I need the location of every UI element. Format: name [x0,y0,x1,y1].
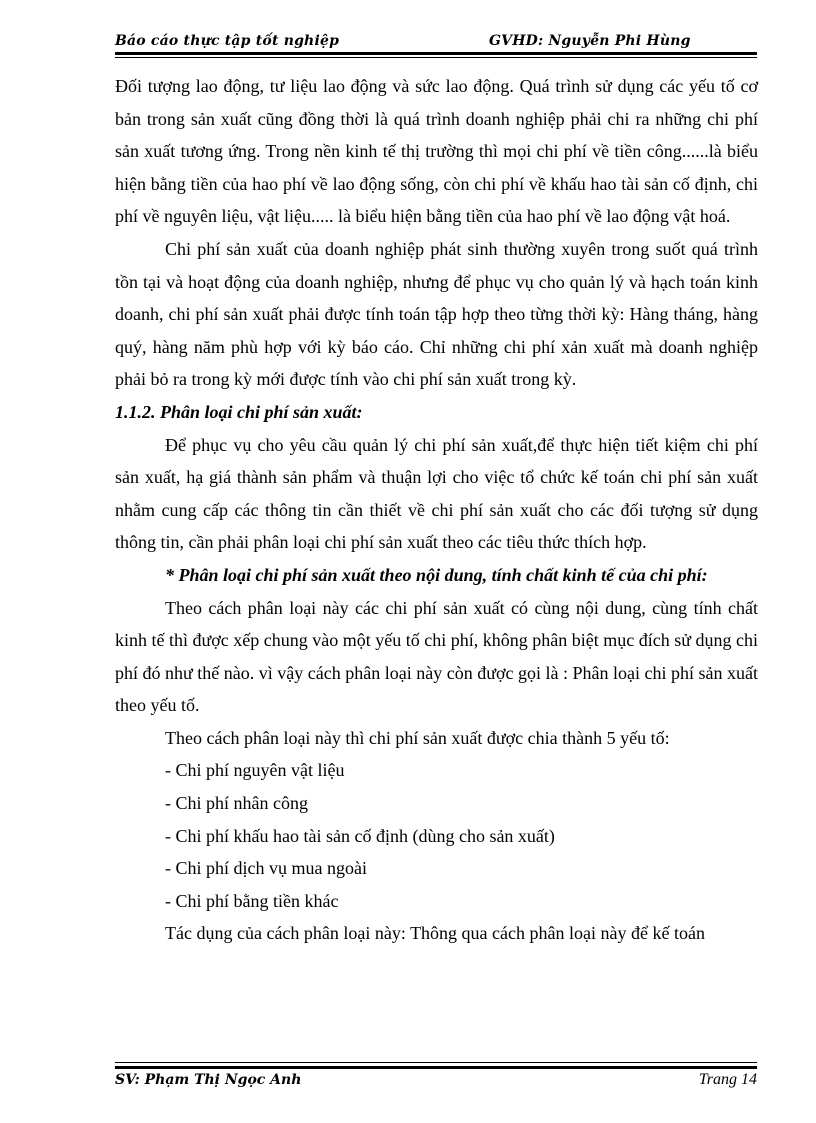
paragraph: Để phục vụ cho yêu cầu quản lý chi phí sản xuất,để thực hiện tiết kiệm chi phí sản xuất, hạ giá thành sản phẩm và thuận lợi cho việc tổ chức kế toán chi phí sản xuất nhằm cung cấp các thông tin cần thiết về chi phí sản xuất cho các đối tượng sử dụng thông tin, cần phải phân loại chi phí sản xuất theo các tiêu thức thích hợp. [115,434,758,553]
list-item: - Chi phí dịch vụ mua ngoài [165,858,367,879]
header-report-title: Báo cáo thực tập tốt nghiệp [115,33,340,49]
paragraph: Theo cách phân loại này thì chi phí sản xuất được chia thành 5 yếu tố: [165,727,670,748]
page-header [115,24,757,52]
page-body [115,70,758,950]
sub-heading: * Phân loại chi phí sản xuất theo nội dung, tính chất kinh tế của chi phí: [165,564,708,585]
header-supervisor: GVHD: Nguyễn Phi Hùng [489,33,691,49]
section-heading: 1.1.2. Phân loại chi phí sản xuất: [115,401,363,422]
list-item: - Chi phí bằng tiền khác [165,890,339,911]
list-item: - Chi phí khấu hao tài sản cố định (dùng cho sản xuất) [165,825,555,846]
footer-rule-thin [115,1062,757,1063]
paragraph: Đối tượng lao động, tư liệu lao động và sức lao động. Quá trình sử dụng các yếu tố cơ bản trong sản xuất cũng đồng thời là quá trình doanh nghiệp phải chi ra những chi phí sản xuất tương ứng. Trong nền kinh tế thị trường thì mọi chi phí về tiền công......là biểu hiện bằng tiền của hao phí về lao động sống, còn chi phí về khấu hao tài sản cố định, chi phí về nguyên liệu, vật liệu..... là biểu hiện bằng tiền của hao phí về lao động vật hoá. [115,76,758,227]
footer-rule-thick [115,1066,757,1069]
list-item: - Chi phí nguyên vật liệu [165,760,345,781]
paragraph: Chi phí sản xuất của doanh nghiệp phát sinh thường xuyên trong suốt quá trình tồn tại và hoạt động của doanh nghiệp, nhưng để phục vụ cho quản lý và hạch toán kinh doanh, chi phí sản xuất phải được tính toán tập hợp theo từng thời kỳ: Hàng tháng, hàng quý, hàng năm phù hợp với kỳ báo cáo. Chỉ những chi phí xản xuất mà doanh nghiệp phải bỏ ra trong kỳ mới được tính vào chi phí sản xuất trong kỳ. [115,238,758,390]
header-rule-thin [115,57,757,58]
page-number: Trang 14 [698,1071,757,1088]
footer-student: SV: Phạm Thị Ngọc Anh [115,1072,302,1088]
header-rule-thick [115,52,757,55]
paragraph: Theo cách phân loại này các chi phí sản xuất có cùng nội dung, cùng tính chất kinh tế thì được xếp chung vào một yếu tố chi phí, không phân biệt mục đích sử dụng chi phí đó như thế nào. vì vậy cách phân loại này còn được gọi là : Phân loại chi phí sản xuất theo yếu tố. [115,597,758,716]
list-item: - Chi phí nhân công [165,793,308,814]
paragraph: Tác dụng của cách phân loại này: Thông qua cách phân loại này để kế toán [165,923,705,944]
page-footer [115,1062,757,1092]
